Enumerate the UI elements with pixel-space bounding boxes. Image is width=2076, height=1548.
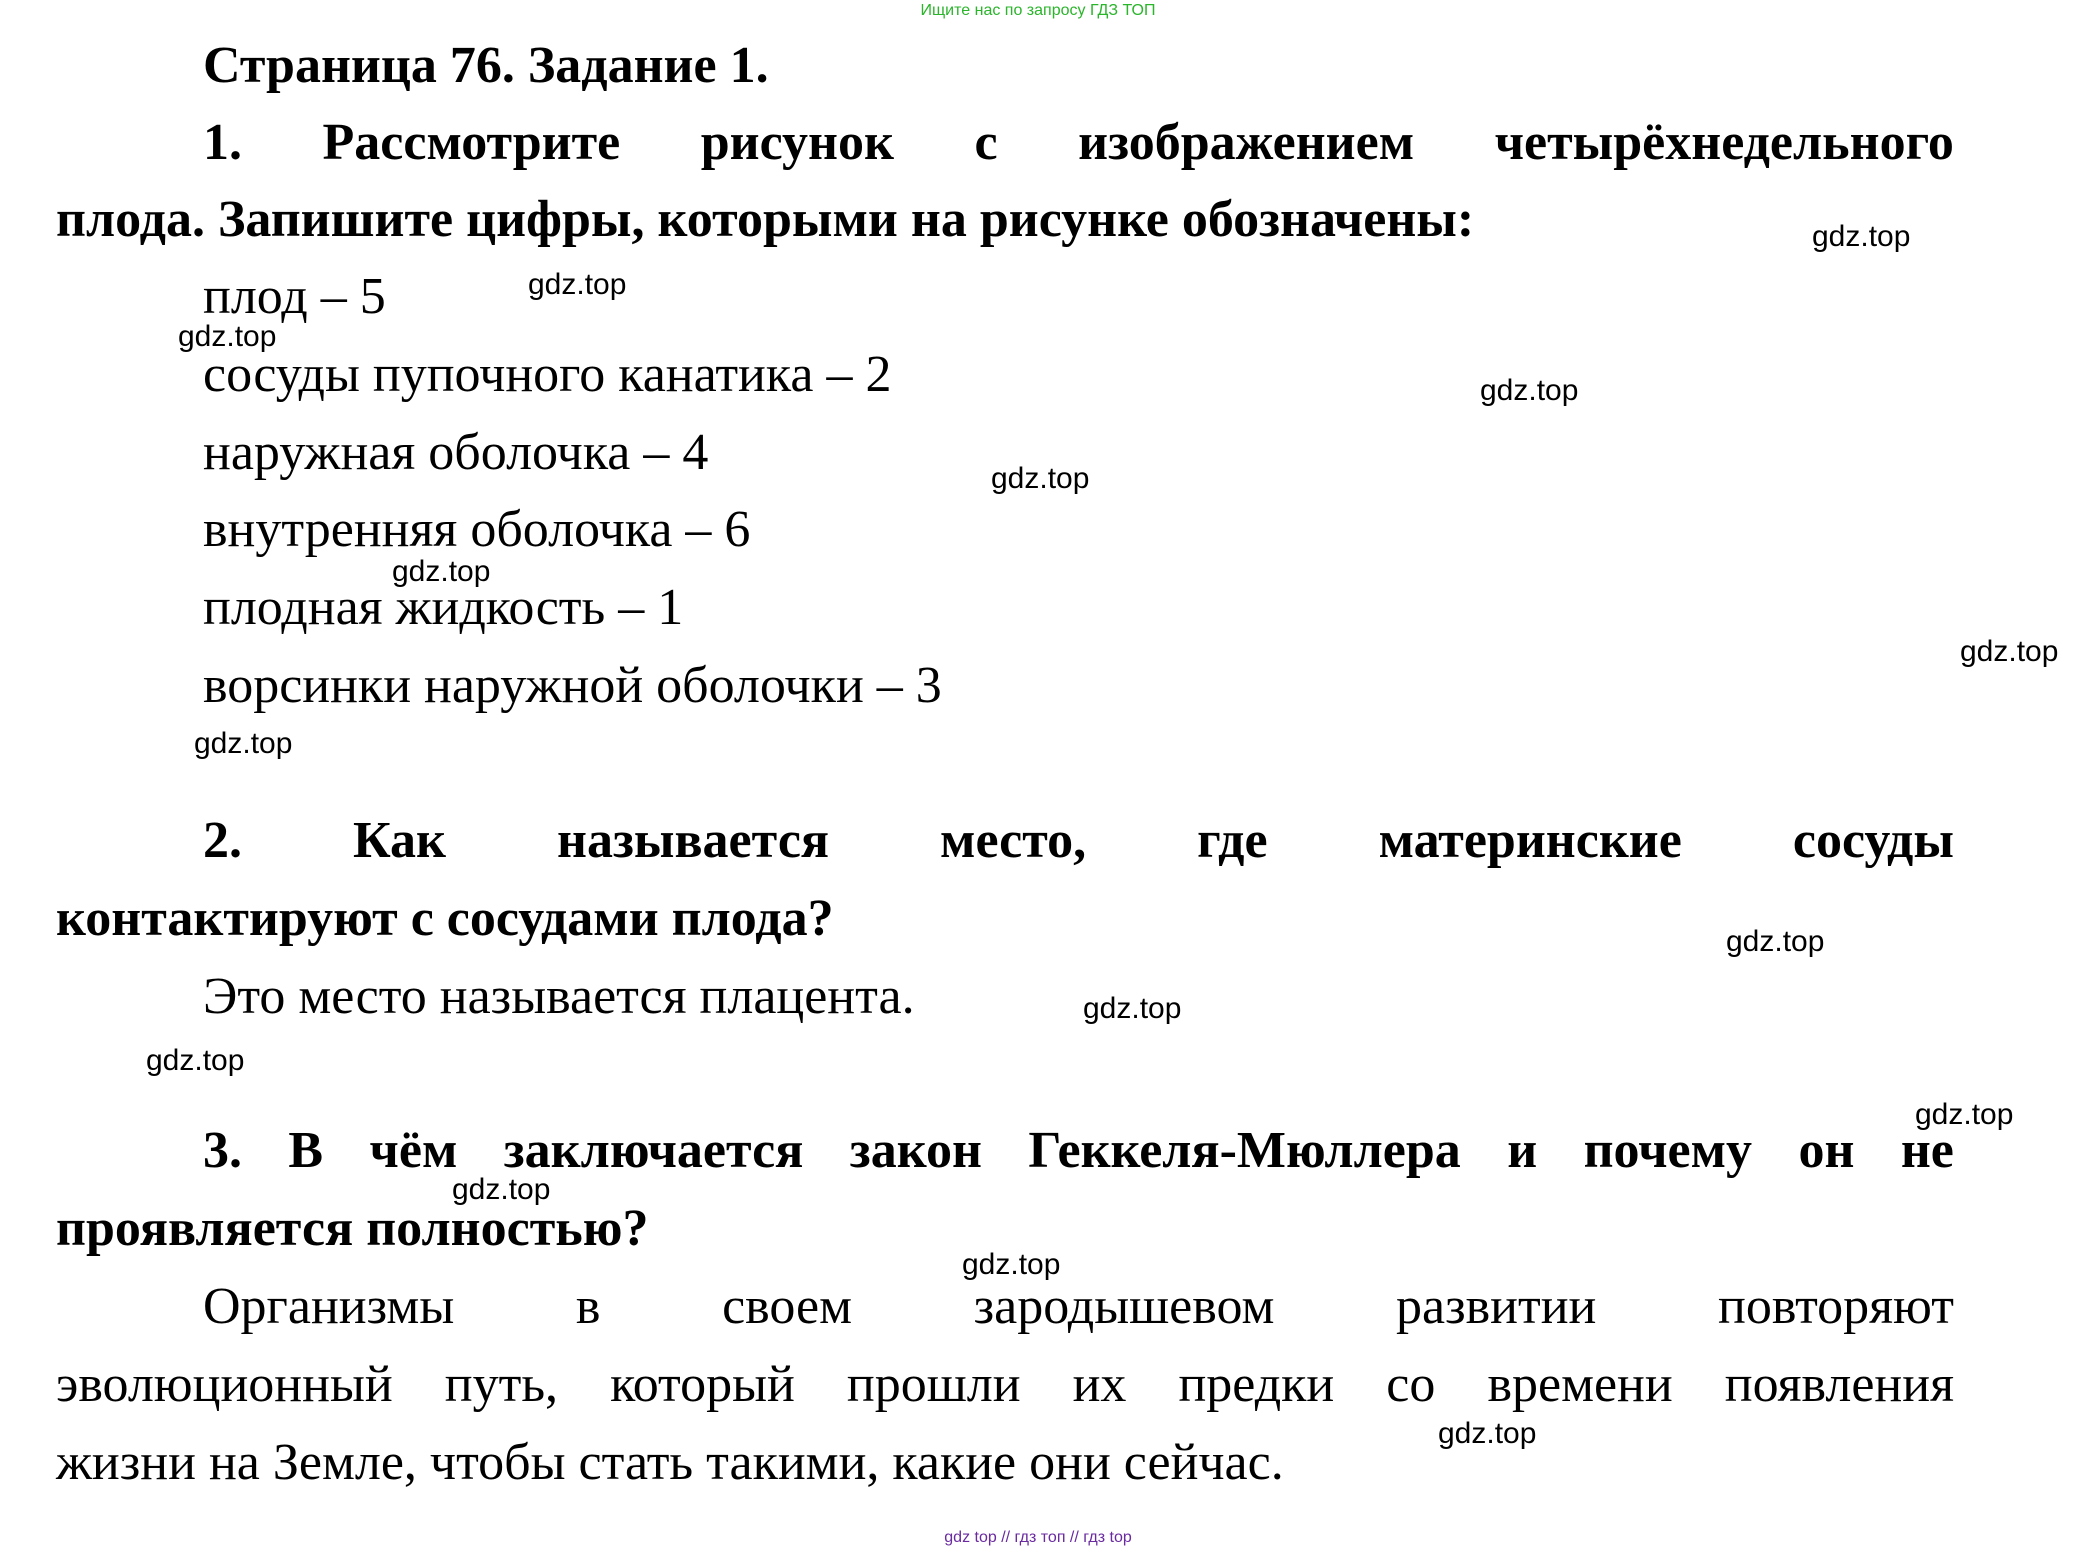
word: развитии (1396, 1278, 1597, 1335)
watermark: gdz.top (1438, 1417, 1537, 1450)
answer-3-line-1 (56, 1278, 1954, 1335)
word: материнские (1378, 812, 1682, 869)
watermark: gdz.top (178, 320, 277, 353)
word: путь, (444, 1356, 559, 1413)
answer-item: плод – 5 (203, 268, 386, 325)
watermark: gdz.top (962, 1248, 1061, 1281)
word: Организмы (203, 1278, 455, 1335)
word: их (1072, 1356, 1127, 1413)
word: со (1386, 1356, 1436, 1413)
watermark: gdz.top (1960, 635, 2059, 668)
word: 1. (203, 114, 242, 171)
word: и (1507, 1122, 1538, 1179)
answer-2: Это место называется плацента. (203, 968, 915, 1025)
word: он (1798, 1122, 1855, 1179)
question-1-line-1 (56, 114, 1954, 171)
word: не (1900, 1122, 1954, 1179)
footer: gdz top // гдз топ // гдз top (944, 1529, 1132, 1546)
word: зародышевом (973, 1278, 1275, 1335)
word: называется (557, 812, 830, 869)
word: заключается (503, 1122, 804, 1179)
word: в (575, 1278, 601, 1335)
word: эволюционный (56, 1356, 393, 1413)
word: где (1197, 812, 1268, 869)
word: с (974, 114, 998, 171)
watermark: gdz.top (146, 1044, 245, 1077)
answer-item: наружная оболочка – 4 (203, 424, 709, 481)
word: место, (940, 812, 1087, 869)
watermark: gdz.top (528, 268, 627, 301)
watermark: gdz.top (1083, 992, 1182, 1025)
word: Геккеля-Мюллера (1028, 1122, 1461, 1179)
answer-3-line-3: жизни на Земле, чтобы стать такими, какие они сейчас. (56, 1434, 1284, 1491)
word: появления (1724, 1356, 1954, 1413)
word: сосуды (1792, 812, 1954, 869)
question-1-line-2: плода. Запишите цифры, которыми на рисунке обозначены: (56, 191, 1475, 248)
watermark: gdz.top (991, 462, 1090, 495)
word: своем (722, 1278, 852, 1335)
watermark: gdz.top (1812, 220, 1911, 253)
page-title: Страница 76. Задание 1. (203, 37, 769, 94)
watermark: gdz.top (1480, 374, 1579, 407)
answer-item: сосуды пупочного канатика – 2 (203, 346, 892, 403)
answer-item: плодная жидкость – 1 (203, 579, 684, 636)
word: Рассмотрите (322, 114, 621, 171)
question-3-line-2: проявляется полностью? (56, 1200, 649, 1257)
word: чём (369, 1122, 458, 1179)
question-2-line-2: контактируют с сосудами плода? (56, 890, 834, 947)
word: четырёхнедельного (1494, 114, 1954, 171)
top-banner: Ищите нас по запросу ГДЗ ТОП (920, 2, 1156, 19)
word: В (288, 1122, 324, 1179)
word: Как (353, 812, 446, 869)
word: времени (1487, 1356, 1673, 1413)
word: закон (849, 1122, 982, 1179)
question-2-line-1 (56, 812, 1954, 869)
answer-item: ворсинки наружной оболочки – 3 (203, 657, 942, 714)
answer-3-line-2 (56, 1356, 1954, 1413)
word: предки (1178, 1356, 1335, 1413)
word: почему (1583, 1122, 1753, 1179)
word: изображением (1078, 114, 1415, 171)
word: повторяют (1718, 1278, 1954, 1335)
watermark: gdz.top (194, 727, 293, 760)
word: который (610, 1356, 795, 1413)
answer-item: внутренняя оболочка – 6 (203, 501, 751, 558)
question-3-line-1 (56, 1122, 1954, 1179)
word: 2. (203, 812, 242, 869)
word: рисунок (700, 114, 894, 171)
word: 3. (203, 1122, 242, 1179)
watermark: gdz.top (1915, 1098, 2014, 1131)
word: прошли (846, 1356, 1021, 1413)
watermark: gdz.top (452, 1173, 551, 1206)
watermark: gdz.top (1726, 925, 1825, 958)
watermark: gdz.top (392, 555, 491, 588)
